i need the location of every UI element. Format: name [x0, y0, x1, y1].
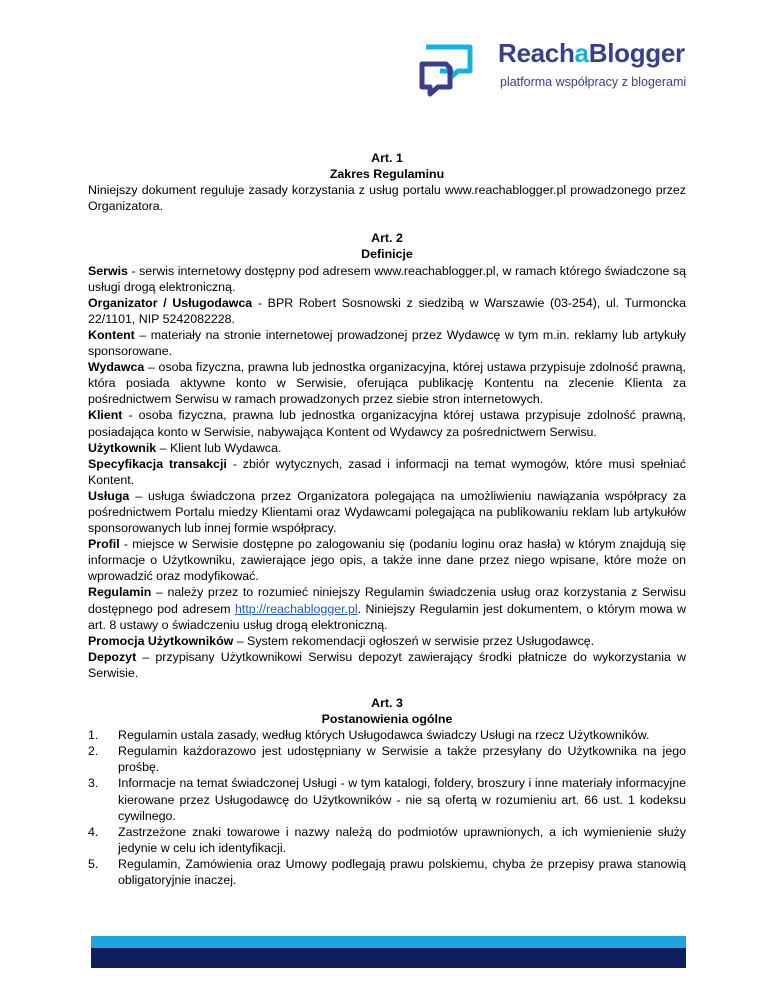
brand-name: ReachaBlogger — [498, 38, 685, 68]
speech-bubbles-icon — [418, 42, 478, 98]
list-item: 1. Regulamin ustala zasady, według których Usługodawca świadczy Usługi na rzecz Użytkowników. — [88, 728, 650, 743]
definition: Użytkownik – Klient lub Wydawca. — [88, 440, 282, 455]
definition: Klient - osoba fizyczna, prawna lub jednostka organizacyjna której ustawa przypisuje zdolność prawną, posiadająca konto w Serwisie, nabywająca Kontent od Wydawcy za pośrednictwem Serwisu. — [88, 408, 686, 439]
list-item: 5. Regulamin, Zamówienia oraz Umowy podlegają prawu polskiemu, chyba że przepisy prawa stanowią obligatoryjnie inaczej. — [88, 856, 686, 888]
article-title: Definicje — [361, 247, 413, 262]
list-item: 2. Regulamin każdorazowo jest udostępniany w Serwisie a także przesyłany do Użytkownika na jego prośbę. — [88, 744, 686, 775]
definition-regulamin: Regulamin – należy przez to rozumieć niniejszy Regulamin świadczenia usług oraz korzystania z Serwisu dostępnego pod adresem http://reachablogger.pl. Niniejszy Regulamin jest dokumentem, o którym mowa w art. 8 ustawy o świadczeniu usług drogą elektroniczną. — [88, 585, 686, 632]
definition: Promocja Użytkowników – System rekomendacji ogłoszeń w serwisie przez Usługodawcę. — [88, 633, 595, 648]
article-title: Postanowienia ogólne — [321, 712, 453, 727]
article-number: Art. 2 — [371, 231, 403, 246]
list-item: 4. Zastrzeżone znaki towarowe i nazwy należą do podmiotów uprawnionych, a ich wymienienie służy jedynie w celu ich identyfikacji. — [88, 824, 686, 855]
definition: Wydawca – osoba fizyczna, prawna lub jednostka organizacyjna, której ustawa przypisuje zdolność prawną, która posiada aktywne konto w Serwisie, oferująca publikację Kontentu na zlecenie Klienta za pośrednictwem Serwisu w ramach prowadzonych przez siebie stron internetowych. — [88, 360, 686, 407]
logo — [418, 40, 688, 100]
tagline: platforma współpracy z blogerami — [500, 75, 687, 89]
numbered-list — [88, 727, 686, 888]
definition: Kontent – materiały na stronie internetowej prowadzonej przez Wydawcę w tym m.in. reklamy lub artykuły sponsorowane. — [88, 327, 686, 359]
definition: Depozyt – przypisany Użytkownikowi Serwisu depozyt zawierający środki płatnicze do wykorzystania w Serwisie. — [88, 649, 686, 680]
footer-band-dark — [91, 948, 686, 968]
footer-bar — [91, 936, 686, 968]
definition: Profil - miejsce w Serwisie dostępne po zalogowaniu się (podaniu loginu oraz hasła) w którym znajdują się informacje o Użytkowniku, zawierające jego opis, a także inne dane przez niego wpisane, które może on wprowadzić oraz modyfikować. — [88, 537, 686, 584]
definition: Usługa – usługa świadczona przez Organizatora polegająca na umożliwieniu nawiązania współpracy za pośrednictwem Portalu miedzy Klientami oraz Wydawcami polegająca na publikowaniu reklam lub artykułów sponsorowanych lub innej formie współpracy. — [88, 488, 686, 536]
reachablogger-link[interactable]: http://reachablogger.pl — [235, 601, 358, 616]
definition: Specyfikacja transakcji - zbiór wytycznych, zasad i informacji na temat wymogów, które musi spełniać Kontent. — [88, 456, 686, 487]
article-title: Zakres Regulaminu — [329, 167, 445, 182]
definition: Organizator / Usługodawca - BPR Robert Sosnowski z siedzibą w Warszawie (03-254), ul. Turmoncka 22/1101, NIP 5242082228. — [88, 295, 687, 326]
definition: Serwis - serwis internetowy dostępny pod adresem www.reachablogger.pl, w ramach którego świadczone są usługi drogą elektroniczną. — [88, 263, 686, 294]
document-body — [88, 150, 686, 888]
article-number: Art. 1 — [371, 151, 403, 165]
list-item: 3. Informacje na temat świadczonej Usługi - w tym katalogi, foldery, broszury i inne materiały informacyjne kierowane przez Usługodawcę do Użytkowników - nie są ofertą w rozumieniu art. 66 ust. 1 kodeksu cywilnego. — [88, 776, 686, 823]
article-number: Art. 3 — [371, 696, 403, 710]
footer-band-light — [91, 936, 686, 948]
paragraph: Niniejszy dokument reguluje zasady korzystania z usług portalu www.reachablogger.pl prowadzonego przez Organizatora. — [88, 183, 686, 214]
